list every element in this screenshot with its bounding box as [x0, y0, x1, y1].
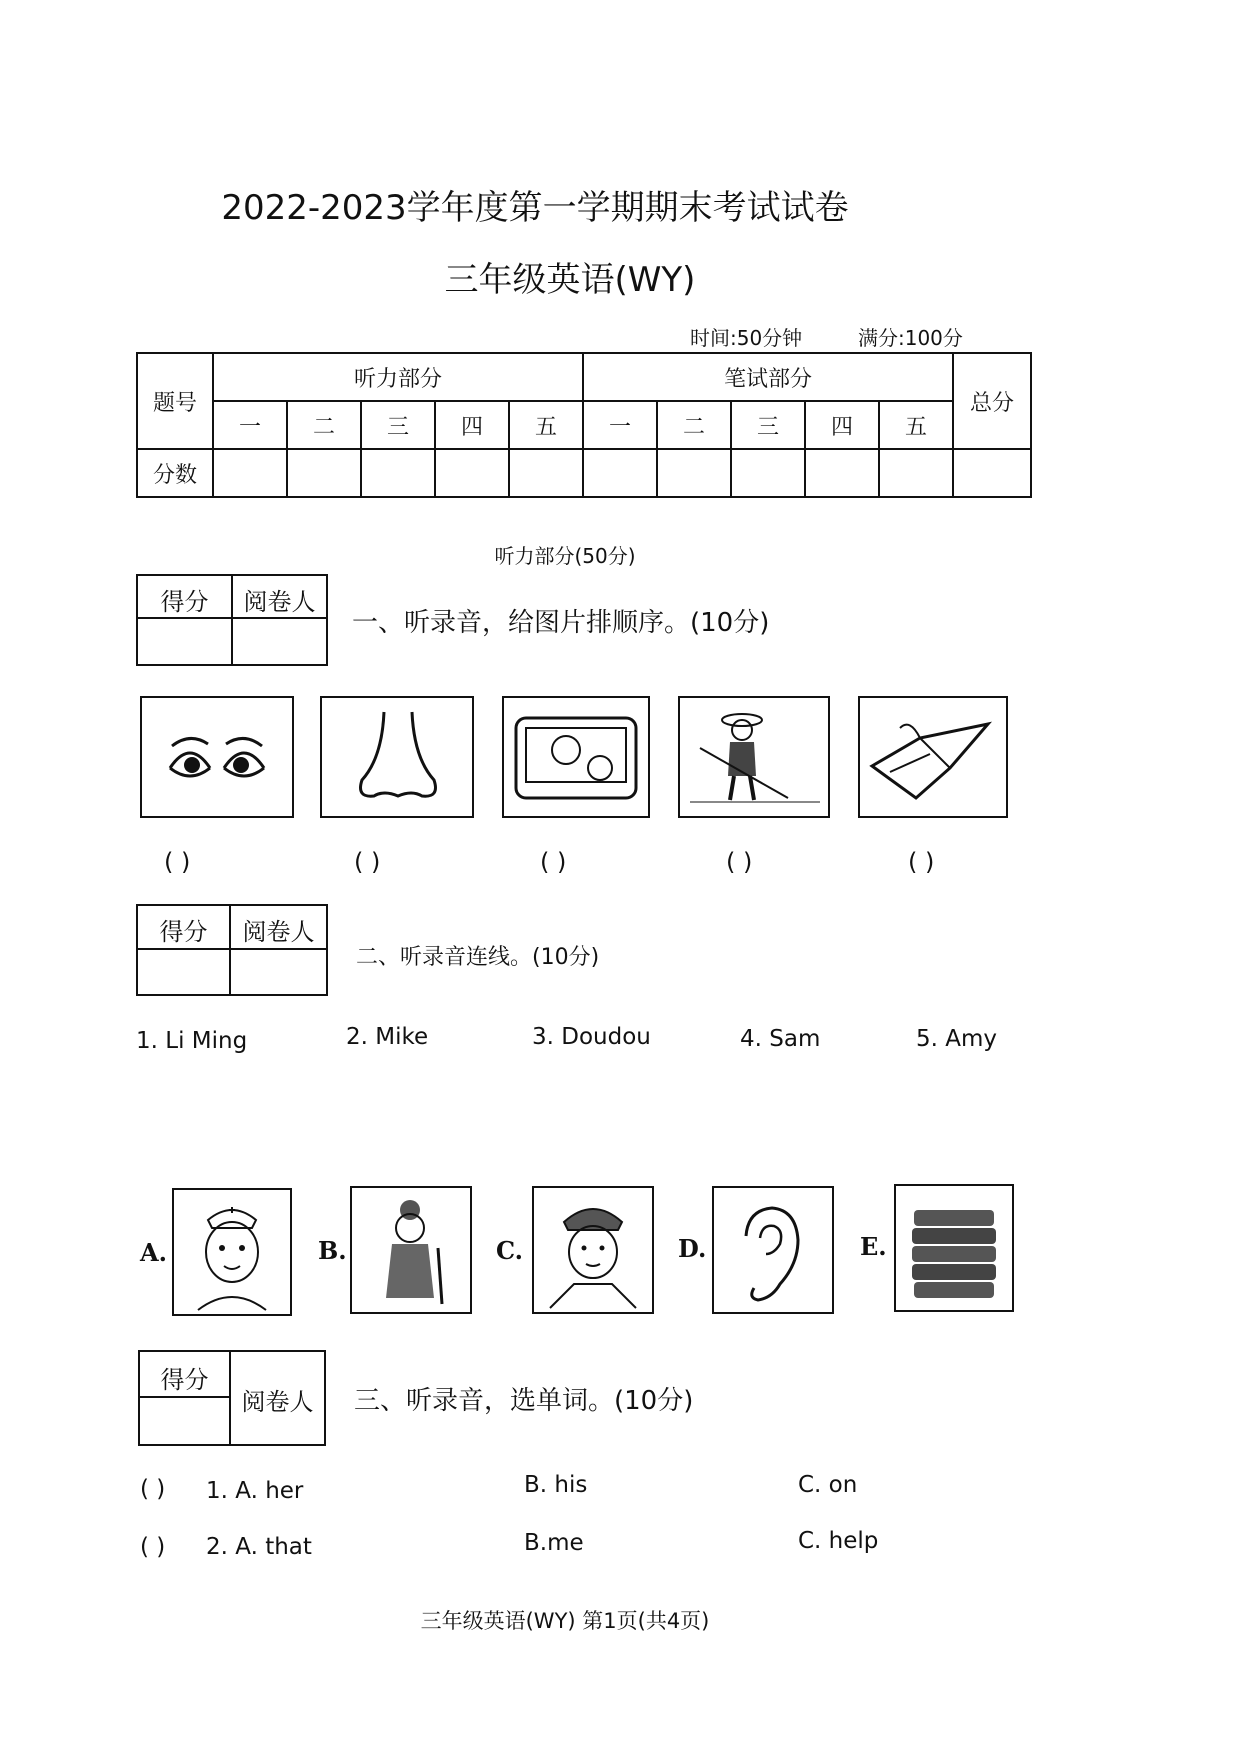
score-input-cell[interactable] — [361, 449, 435, 497]
kite-icon — [858, 696, 1008, 818]
row-label-number: 题号 — [137, 353, 213, 449]
score-input-cell[interactable] — [509, 449, 583, 497]
numeral-cell: 二 — [657, 401, 731, 449]
numeral-cell: 一 — [213, 401, 287, 449]
nurse-icon — [172, 1188, 292, 1316]
nose-icon — [320, 696, 474, 818]
score-input-cell[interactable] — [213, 449, 287, 497]
total-label: 总分 — [953, 353, 1031, 449]
numeral-cell: 二 — [287, 401, 361, 449]
listening-heading: 听力部分(50分) — [494, 544, 636, 568]
option-letter: C. — [496, 1236, 524, 1265]
car-driver-icon — [502, 696, 650, 818]
exam-title: 2022-2023学年度第一学期期末考试试卷 — [221, 188, 849, 228]
answer-blank[interactable]: ( ) — [726, 848, 753, 876]
numeral-cell: 四 — [435, 401, 509, 449]
section3-title: 三、听录音，选单词。(10分) — [354, 1386, 694, 1416]
score-table — [136, 352, 1032, 498]
option-c: C. help — [798, 1528, 879, 1554]
score-input-cell[interactable] — [435, 449, 509, 497]
grandma-icon — [350, 1186, 472, 1314]
eyes-icon — [140, 696, 294, 818]
grader-score-label: 得分 — [160, 1366, 209, 1394]
grader-reader-label: 阅卷人 — [242, 918, 315, 946]
numeral-cell: 三 — [361, 401, 435, 449]
numeral-cell: 五 — [509, 401, 583, 449]
numeral-cell: 四 — [805, 401, 879, 449]
numeral-cell: 五 — [879, 401, 953, 449]
section1-title: 一、听录音，给图片排顺序。(10分) — [352, 608, 770, 638]
option-letter: B. — [318, 1236, 347, 1265]
group-listening: 听力部分 — [213, 353, 583, 401]
option-b: B.me — [524, 1530, 584, 1556]
answer-blank[interactable]: ( ) — [908, 848, 935, 876]
exam-full-score: 满分:100分 — [858, 326, 963, 350]
score-input-cell[interactable] — [583, 449, 657, 497]
option-letter: E. — [860, 1232, 887, 1261]
score-input-cell[interactable] — [731, 449, 805, 497]
option-a: 1. A. her — [206, 1478, 304, 1504]
answer-blank[interactable]: ( ) — [540, 848, 567, 876]
grader-box — [136, 904, 328, 996]
answer-paren[interactable]: ( ) — [140, 1476, 166, 1502]
group-writing: 笔试部分 — [583, 353, 953, 401]
grader-box — [136, 574, 328, 666]
grader-score-label: 得分 — [159, 918, 208, 946]
exam-time: 时间:50分钟 — [690, 326, 803, 350]
score-input-cell[interactable] — [287, 449, 361, 497]
score-input-cell[interactable] — [657, 449, 731, 497]
ear-icon — [712, 1186, 834, 1314]
exam-subtitle: 三年级英语(WY) — [444, 260, 696, 300]
answer-paren[interactable]: ( ) — [140, 1534, 166, 1560]
gardener-icon — [678, 696, 830, 818]
answer-blank[interactable]: ( ) — [164, 848, 191, 876]
answer-blank[interactable]: ( ) — [354, 848, 381, 876]
policeman-icon — [532, 1186, 654, 1314]
page-footer: 三年级英语(WY) 第1页(共4页) — [420, 1609, 710, 1633]
sandwich-stack-icon — [894, 1184, 1014, 1312]
section2-title: 二、听录音连线。(10分) — [356, 945, 600, 970]
numeral-cell: 三 — [731, 401, 805, 449]
name-item: 4. Sam — [740, 1026, 821, 1052]
option-c: C. on — [798, 1472, 858, 1498]
option-a: 2. A. that — [206, 1534, 312, 1560]
grader-score-label: 得分 — [160, 588, 209, 616]
option-letter: A. — [140, 1238, 167, 1267]
total-input-cell[interactable] — [953, 449, 1031, 497]
numeral-cell: 一 — [583, 401, 657, 449]
name-item: 2. Mike — [346, 1024, 429, 1050]
score-input-cell[interactable] — [805, 449, 879, 497]
grader-reader-label: 阅卷人 — [243, 588, 316, 616]
row-label-score: 分数 — [137, 449, 213, 497]
name-item: 5. Amy — [916, 1026, 998, 1052]
grader-reader-label: 阅卷人 — [241, 1388, 314, 1416]
score-input-cell[interactable] — [879, 449, 953, 497]
option-letter: D. — [678, 1234, 707, 1263]
option-b: B. his — [524, 1472, 588, 1498]
name-item: 1. Li Ming — [136, 1028, 248, 1054]
name-item: 3. Doudou — [532, 1024, 651, 1050]
grader-box — [138, 1350, 326, 1446]
